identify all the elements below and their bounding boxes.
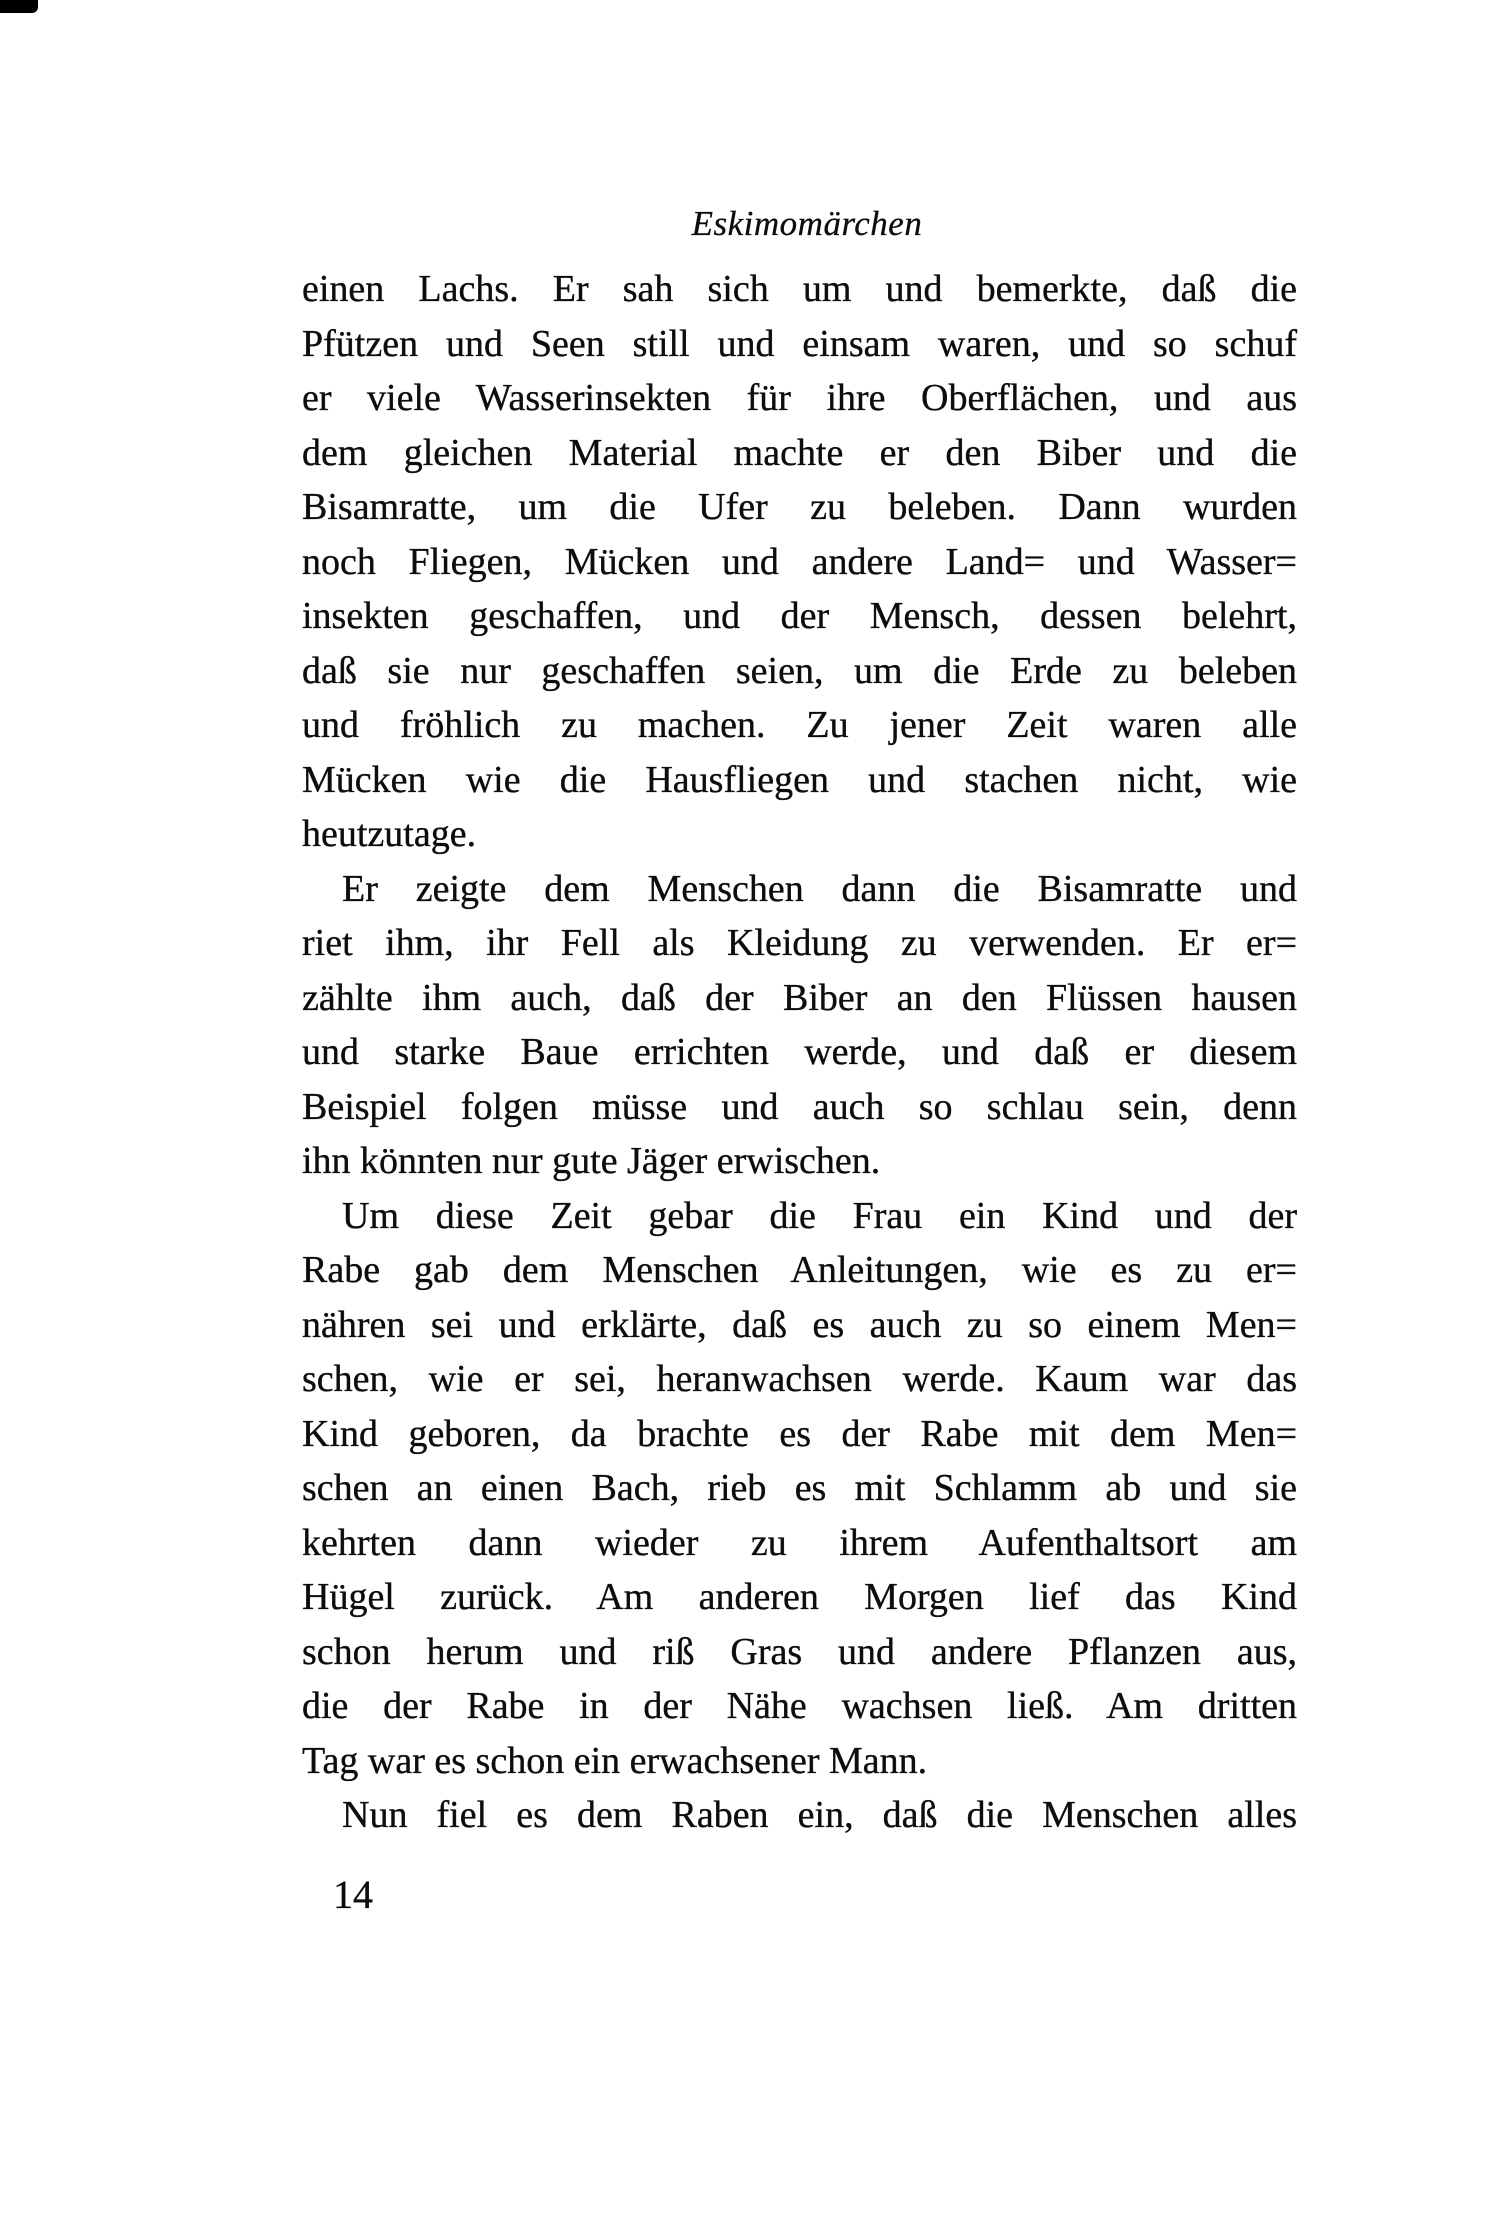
text-line: und fröhlich zu machen. Zu jener Zeit waren alle <box>302 704 1297 746</box>
text-line: insekten geschaffen, und der Mensch, dessen belehrt, <box>302 595 1297 637</box>
text-line: Hügel zurück. Am anderen Morgen lief das Kind <box>302 1576 1297 1618</box>
text-line: Bisamratte, um die Ufer zu beleben. Dann wurden <box>302 486 1297 528</box>
text-line: dem gleichen Material machte er den Biber und die <box>302 431 1297 474</box>
text-line: Tag war es schon ein erwachsener Mann. <box>302 1739 928 1782</box>
text-line: Rabe gab dem Menschen Anleitungen, wie es zu er= <box>302 1249 1297 1291</box>
text-line: Kind geboren, da brachte es der Rabe mit dem Men= <box>302 1412 1297 1455</box>
text-line: noch Fliegen, Mücken und andere Land= und Wasser= <box>302 540 1297 583</box>
text-line: Um diese Zeit gebar die Frau ein Kind und der <box>342 1194 1297 1237</box>
text-block <box>302 262 1297 1843</box>
text-line: nähren sei und erklärte, daß es auch zu so einem Men= <box>302 1303 1297 1346</box>
scan-artifact <box>0 0 38 13</box>
text-line: riet ihm, ihr Fell als Kleidung zu verwenden. Er er= <box>302 922 1297 964</box>
text-line: schon herum und riß Gras und andere Pflanzen aus, <box>302 1630 1297 1673</box>
text-line: daß sie nur geschaffen seien, um die Erde zu beleben <box>302 649 1297 692</box>
page-number: 14 <box>333 1872 373 1917</box>
text-line: heutzutage. <box>302 813 477 855</box>
text-line: Beispiel folgen müsse und auch so schlau sein, denn <box>302 1085 1297 1128</box>
text-line: Mücken wie die Hausfliegen und stachen nicht, wie <box>302 758 1297 801</box>
text-line: Er zeigte dem Menschen dann die Bisamratte und <box>342 867 1297 910</box>
text-line: und starke Baue errichten werde, und daß er diesem <box>302 1031 1297 1073</box>
text-line: Pfützen und Seen still und einsam waren, und so schuf <box>302 322 1297 365</box>
text-line: ihn könnten nur gute Jäger erwischen. <box>302 1140 881 1182</box>
text-line: kehrten dann wieder zu ihrem Aufenthaltsort am <box>302 1521 1297 1564</box>
text-line: schen, wie er sei, heranwachsen werde. Kaum war das <box>302 1358 1297 1400</box>
text-line: einen Lachs. Er sah sich um und bemerkte, daß die <box>302 268 1297 310</box>
text-line: die der Rabe in der Nähe wachsen ließ. Am dritten <box>302 1685 1297 1727</box>
text-line: schen an einen Bach, rieb es mit Schlamm ab und sie <box>302 1467 1297 1509</box>
text-line: er viele Wasserinsekten für ihre Oberflächen, und aus <box>302 377 1297 419</box>
running-header: Eskimomärchen <box>691 204 923 243</box>
text-line: zählte ihm auch, daß der Biber an den Flüssen hausen <box>302 976 1297 1019</box>
text-line: Nun fiel es dem Raben ein, daß die Menschen alles <box>342 1794 1297 1836</box>
